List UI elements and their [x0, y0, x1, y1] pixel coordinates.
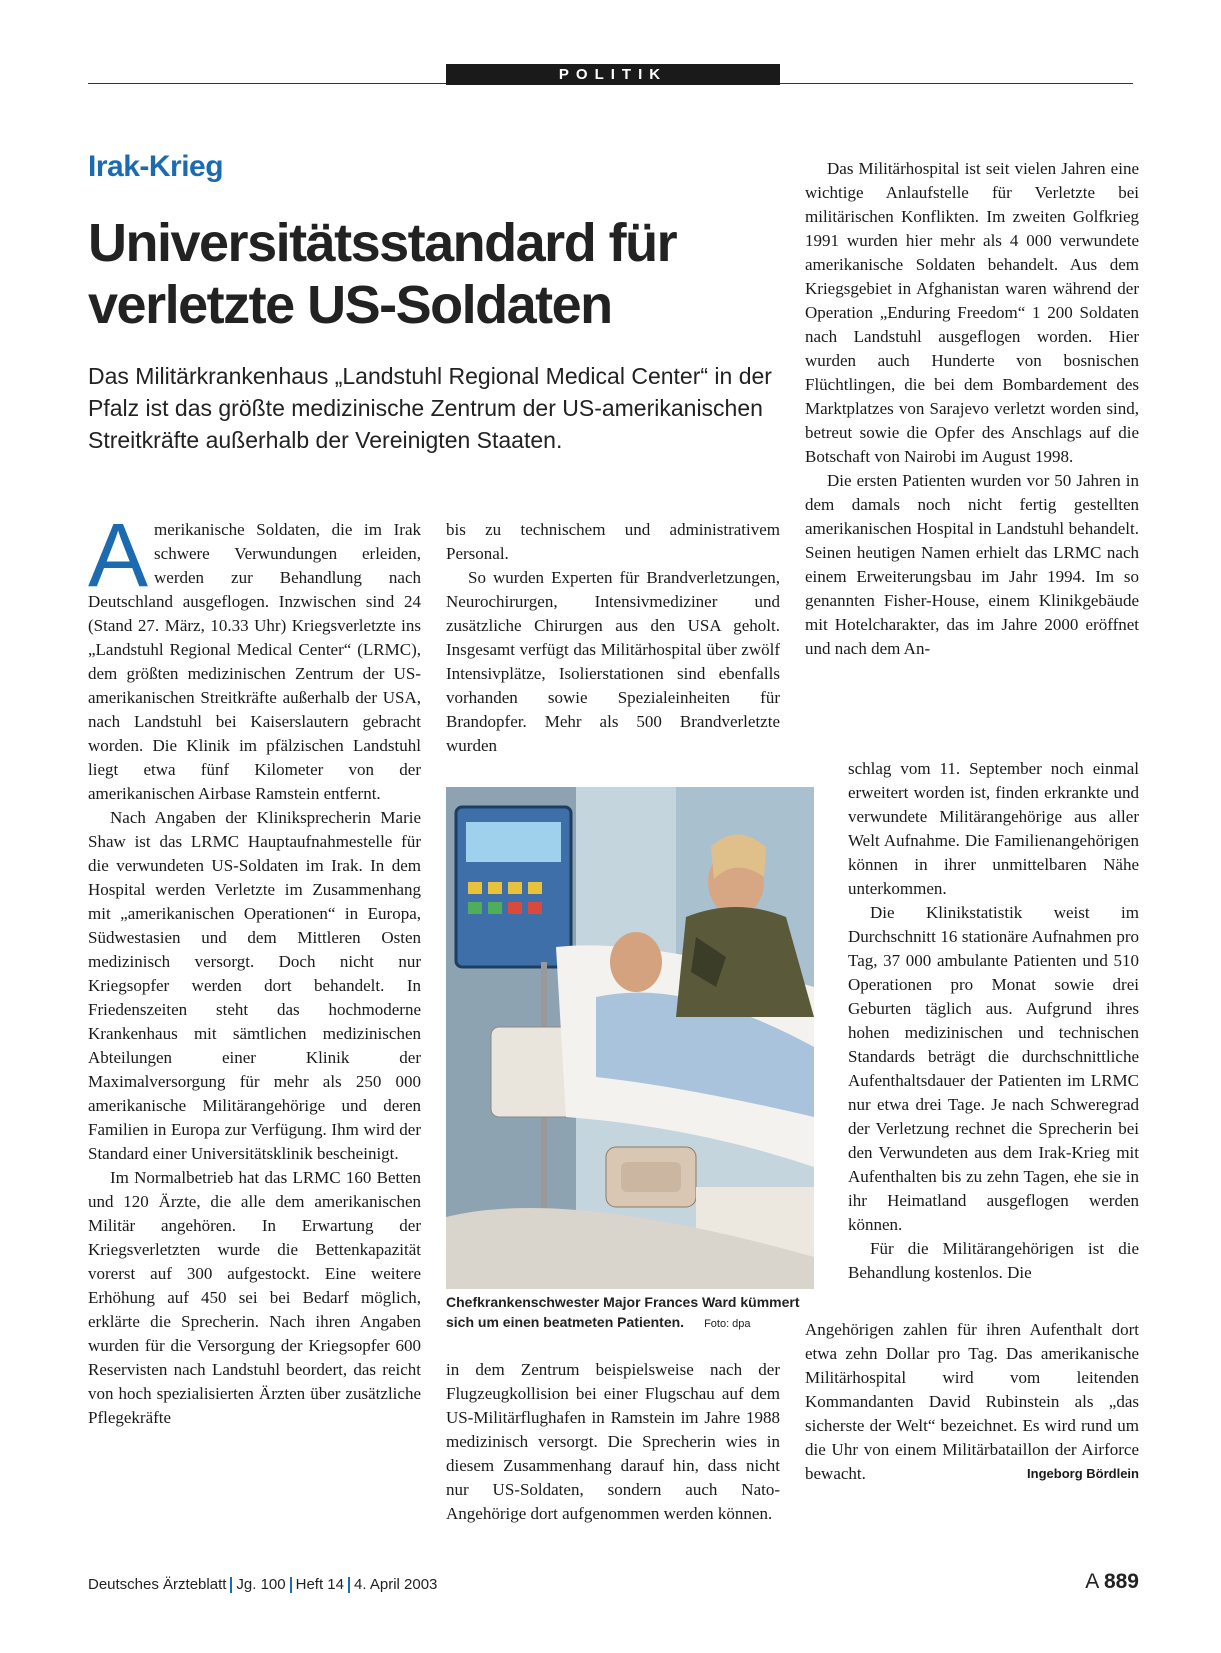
footer-citation	[88, 1576, 437, 1593]
paragraph: Angehörigen zahlen für ihren Aufenthalt dort etwa zehn Dollar pro Tag. Das amerikanische Militärhospital wird vom leitenden Kommandanten David Rubinstein als „das sicherste der Welt“ bezeichnet. Es wird rund um die Uhr von einem Militärbataillon der Airforce bewacht. Ingeborg Bördlein	[805, 1318, 1139, 1486]
kicker: Irak-Krieg	[88, 150, 224, 183]
paragraph: in dem Zentrum beispielsweise nach der Flugzeugkollision bei einer Flugschau auf dem US-Militärflughafen in Ramstein im Jahre 1988 medizinisch versorgt. Die Sprecherin wies in diesem Zusammenhang darauf hin, dass nicht nur US-Soldaten, sondern auch Nato-Angehörige dort aufgenommen werden können.	[446, 1360, 780, 1523]
paragraph: Nach Angaben der Kliniksprecherin Marie Shaw ist das LRMC Hauptaufnahmestelle für die verwundeten US-Soldaten im Irak. In dem Hospital werden Verletzte im Zusammenhang mit „amerikanischen Operationen“ in Europa, Südwestasien und dem Mittleren Osten medizinisch versorgt. Doch nicht nur Kriegsopfer werden dort behandelt. In Friedenszeiten steht das hochmoderne Krankenhaus mit sämtlichen medizinischen Abteilungen einer Klinik der Maximalversorgung für mehr als 250 000 amerikanische Militärangehörige und deren Familien in Europa zur Verfügung. Ihm wird der Standard einer Universitätsklinik bescheinigt.	[88, 808, 421, 1163]
photo-credit: Foto: dpa	[704, 1318, 751, 1330]
paragraph: schlag vom 11. September noch einmal erweitert worden ist, finden erkrankte und verwundete Militärangehörige aus aller Welt Aufnahme. Die Familienangehörigen können in ihrer unmittelbaren Nähe unterkommen.	[848, 759, 1139, 898]
photo-caption	[446, 1292, 816, 1334]
section-label: POLITIK	[446, 64, 780, 85]
author: Ingeborg Bördlein	[1027, 1466, 1139, 1481]
column-3-middle	[848, 757, 1139, 1285]
drop-cap: A	[88, 506, 149, 606]
paragraph: Im Normalbetrieb hat das LRMC 160 Betten und 120 Ärzte, die alle dem amerikanischen Militär angehören. In Erwartung der Kriegsverletzten wurde die Bettenkapazität vorerst auf 300 aufgestockt. Eine weitere Erhöhung auf 450 sei bei Bedarf möglich, erklärte die Sprecherin. Nach ihren Angaben wurden für die Versorgung der Kriegsopfer 600 Reservisten nach Landstuhl beordert, das reicht von hoch spezialisierten Ärzten über zusätzliche Pflegekräfte	[88, 1168, 421, 1427]
lead-paragraph: Das Militärkrankenhaus „Landstuhl Regional Medical Center“ in der Pfalz ist das größte medizinische Zentrum der US-amerikanischen Streitkräfte außerhalb der Vereinigten Staaten.	[88, 363, 772, 453]
article-photo	[446, 787, 814, 1289]
paragraph: Für die Militärangehörigen ist die Behandlung kostenlos. Die	[848, 1239, 1139, 1282]
paragraph: Die ersten Patienten wurden vor 50 Jahren in dem damals noch nicht fertig gestellten amerikanischen Hospital in Landstuhl behandelt. Seinen heutigen Namen erhielt das LRMC nach einem Erweiterungsbau im Jahr 1994. Im so genannten Fisher-House, einem Klinikgebäude mit Hotelcharakter, das im Jahre 2000 eröffnet und nach dem An-	[805, 471, 1139, 658]
paragraph: Die Klinikstatistik weist im Durchschnitt 16 stationäre Aufnahmen pro Tag, 37 000 ambulante Patienten und 510 Operationen pro Monat sowie drei Geburten täglich aus. Aufgrund ihres hohen medizinischen und technischen Standards beträgt die durchschnittliche Aufenthaltsdauer der Patienten im LRMC nur etwa drei Tage. Je nach Schweregrad der Verletzung rechnet die Sprecherin bei den Verwundeten aus dem Irak-Krieg mit Aufenthalten bis zu zehn Tagen, ehe sie in ihr Heimatland ausgeflogen werden können.	[848, 903, 1139, 1234]
column-3-bottom	[805, 1318, 1139, 1486]
page-number: A 889	[1085, 1570, 1139, 1593]
volume: Jg. 100	[236, 1576, 286, 1593]
paragraph: Das Militärhospital ist seit vielen Jahren eine wichtige Anlaufstelle für Verletzte bei militärischen Konflikten. Im zweiten Golfkrieg 1991 wurden hier mehr als 4 000 verwundete amerikanische Soldaten behandelt. Aus dem Kriegsgebiet in Afghanistan waren während der Operation „Enduring Freedom“ 1 200 Soldaten nach Landstuhl ausgeflogen worden. Hier wurden auch Hunderte von bosnischen Flüchtlingen, die bei dem Bombardement des Marktplatzes von Sarajevo verletzt worden sind, betreut sowie die Opfer des Anschlags auf die Botschaft von Nairobi im August 1998.	[805, 159, 1139, 466]
column-2-bottom	[446, 1358, 780, 1526]
paragraph: Amerikanische Soldaten, die im Irak schwere Verwundungen erleiden, werden zur Behandlung nach Deutschland ausgeflogen. Inzwischen sind 24 (Stand 27. März, 10.33 Uhr) Kriegsverletzte ins „Landstuhl Regional Medical Center“ (LRMC), dem größten medizinischen Zentrum der US-amerikanischen Streitkräfte außerhalb der USA, nach Landstuhl bei Kaiserslautern gebracht worden. Die Klinik im pfälzischen Landstuhl liegt etwa fünf Kilometer von der amerikanischen Airbase Ramstein entfernt.	[88, 506, 421, 803]
headline: Universitätsstandard für verletzte US-Soldaten	[88, 213, 677, 335]
caption-text: Chefkrankenschwester Major Frances Ward kümmert sich um einen beatmeten Patienten.	[446, 1294, 800, 1330]
column-2-top	[446, 518, 780, 758]
paragraph: So wurden Experten für Brandverletzungen, Neurochirurgen, Intensivmediziner und zusätzliche Chirurgen aus den USA geholt. Insgesamt verfügt das Militärhospital über zwölf Intensivplätze, Isolierstationen sind ebenfalls vorhanden sowie Spezialeinheiten für Brandopfer. Mehr als 500 Brandverletzte wurden	[446, 568, 780, 755]
issue: Heft 14	[295, 1576, 344, 1593]
column-3-top	[805, 157, 1139, 661]
journal-name: Deutsches Ärzteblatt	[88, 1576, 227, 1593]
paragraph: bis zu technischem und administrativem Personal.	[446, 520, 780, 563]
issue-date: 4. April 2003	[354, 1576, 438, 1593]
column-1	[88, 506, 421, 1430]
